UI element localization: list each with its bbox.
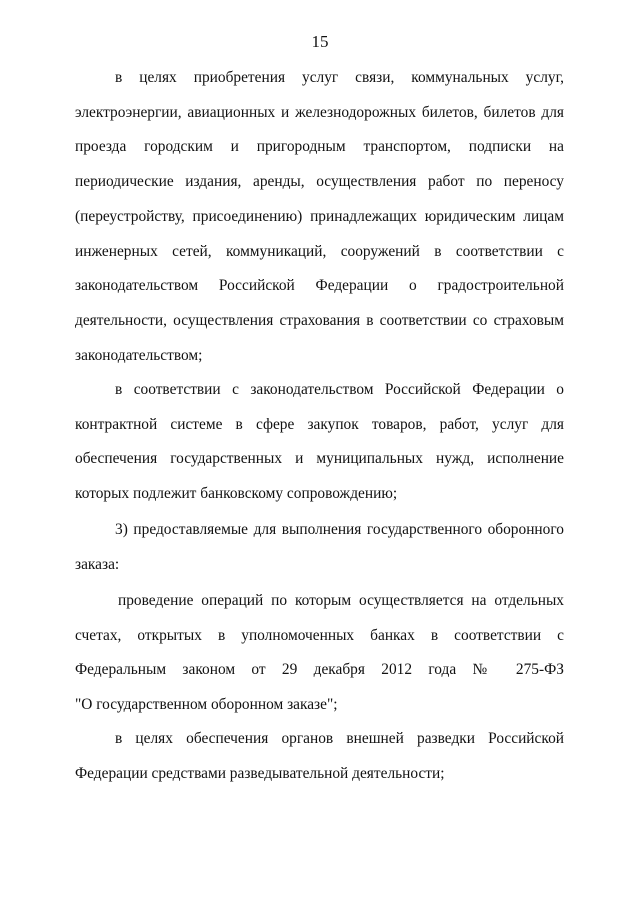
text-line: в соответствии с законодательством Российской Федерации о xyxy=(115,381,564,398)
text-line: проезда городским и пригородным транспортом, подписки на xyxy=(75,138,564,156)
text-line: в целях обеспечения органов внешней разведки Российской xyxy=(115,730,564,747)
text-line: обеспечения государственных и муниципальных нужд, исполнение xyxy=(75,450,564,468)
paragraph-communications xyxy=(75,61,564,373)
paragraph-intelligence xyxy=(75,722,564,791)
page-number: 15 xyxy=(311,32,329,51)
text-line: контрактной системе в сфере закупок товаров, работ, услуг для xyxy=(75,415,564,433)
text-line: Федерации средствами разведывательной деятельности; xyxy=(75,764,445,782)
text-line: заказа: xyxy=(75,555,120,573)
paragraph-separate-accounts xyxy=(75,584,564,723)
text-line: инженерных сетей, коммуникаций, сооружений в соответствии с xyxy=(75,242,564,260)
text-line: деятельности, осуществления страхования в соответствии со страховым xyxy=(75,311,564,329)
text-line: счетах, открытых в уполномоченных банках в соответствии с xyxy=(75,626,564,644)
text-line: "О государственном оборонном заказе"; xyxy=(75,696,338,714)
text-line: проведение операций по которым осуществляется на отдельных xyxy=(118,592,564,609)
text-line: законодательством; xyxy=(75,346,203,364)
paragraph-procurement xyxy=(75,373,564,512)
text-line: законодательством Российской Федерации о градостроительной xyxy=(75,277,564,295)
text-line: (переустройству, присоединению) принадлежащих юридическим лицам xyxy=(75,207,564,225)
text-line: в целях приобретения услуг связи, коммунальных услуг, xyxy=(115,69,564,86)
text-line: Федеральным законом от 29 декабря 2012 года № 275-ФЗ xyxy=(75,661,564,679)
text-line: которых подлежит банковскому сопровождению; xyxy=(75,485,398,503)
paragraph-defense-order xyxy=(75,513,564,582)
text-line: 3) предоставляемые для выполнения государственного оборонного xyxy=(115,521,564,538)
text-line: периодические издания, аренды, осуществления работ по переносу xyxy=(75,173,564,191)
text-line: электроэнергии, авиационных и железнодорожных билетов, билетов для xyxy=(75,103,564,121)
